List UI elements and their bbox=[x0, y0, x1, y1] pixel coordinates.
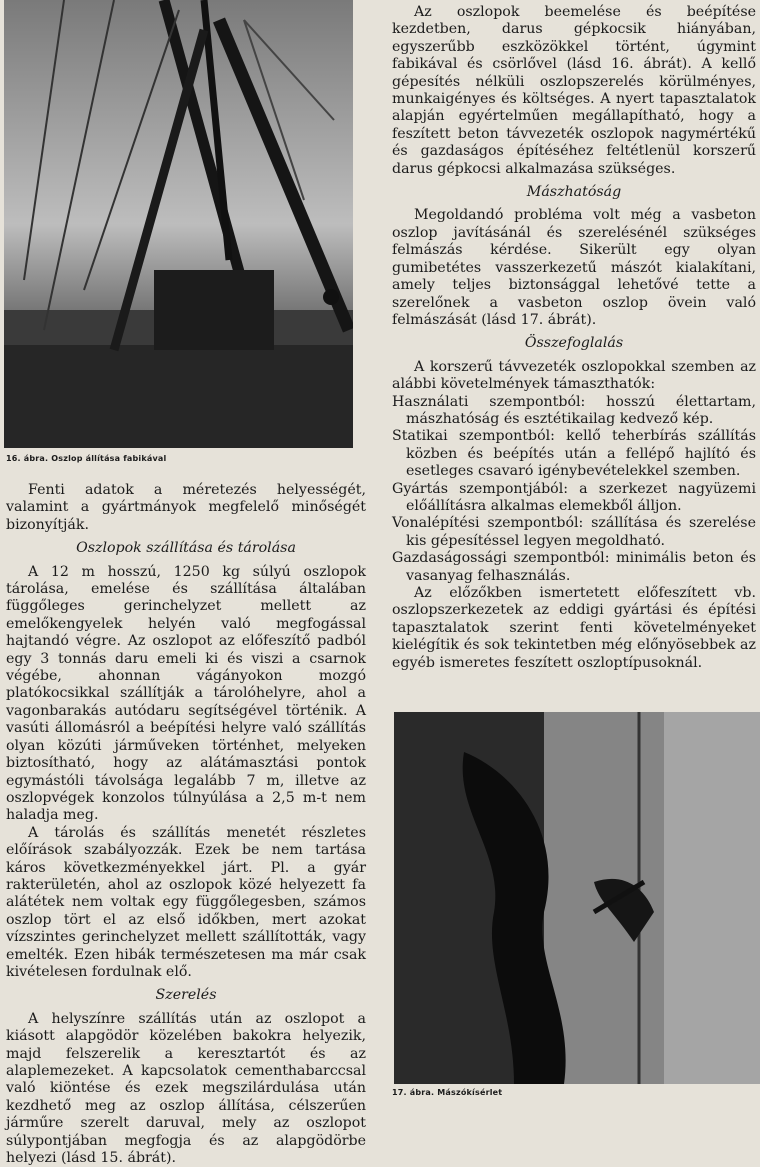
heading-transport: Oszlopok szállítása és tárolása bbox=[76, 540, 296, 557]
heading-summary: Összefoglalás bbox=[524, 335, 624, 352]
figure-17-photo bbox=[394, 712, 760, 1084]
paragraph-transport-1: A 12 m hosszú, 1250 kg súlyú oszlopok tárolása, emelése és szállítása általában függőleges gerinchelyzet mellett az emelőkengyelek helyén való megfogással hajtandó végre. Az oszlopot az előfeszítő padból egy 3 tonnás daru emeli ki és viszi a csarnok végébe, ahonnan vágányokon mozgó platókocsikkal szállítják a tárolóhelyre, ahol a vagonbarakás autódaru segítségével történik. A vasúti állomásról a beépítési helyre való szállítás olyan közúti járműveken történhet, melyeken biztosítható, hogy az alátámasztási pontok egymástóli távolsága legalább 7 m, illetve az oszlopvégek konzolos túlnyúlása a 2,5 m-t nem haladja meg. bbox=[6, 563, 366, 824]
heading-assembly: Szerelés bbox=[155, 987, 217, 1004]
heading-climbability: Mászhatóság bbox=[526, 184, 622, 201]
requirement-item: Gazdaságossági szempontból: minimális beton és vasanyag felhasználás. bbox=[392, 550, 756, 584]
paragraph-climbability: Megoldandó probléma volt még a vasbeton oszlop javításánál és szerelésénél szükséges felmászás kérdése. Sikerült egy olyan gumibetétes vasszerkezetű mászót kialakítani, amely teljes biztonsággal lehetővé tette a szerelőnek a vasbeton oszlop övein való felmászását (lásd 17. ábrát). bbox=[392, 207, 756, 328]
paragraph-installation: Az oszlopok beemelése és beépítése kezdetben, darus gépkocsik hiányában, egyszerűbb eszközökkel történt, úgymint fabikával és csörlővel (lásd 16. ábrát). A kellő gépesítés nélküli oszlopszerelés körülményes, munkaigényes és költséges. A nyert tapasztalatok alapján egyértelműen megállapítható, hogy a feszített beton távvezeték oszlopok nagymértékű és gazdaságos építéséhez feltétlenül korszerű darus gépkocsi alkalmazása szükséges. bbox=[392, 4, 756, 177]
requirement-item: Vonalépítési szempontból: szállítása és szerelése kis gépesítéssel legyen megoldható. bbox=[392, 515, 756, 549]
figure-16-photo bbox=[4, 0, 353, 448]
left-column-text bbox=[6, 482, 366, 1167]
climbing-test-illustration bbox=[394, 712, 760, 1084]
figure-16-caption: 16. ábra. Oszlop állítása fabikával bbox=[6, 454, 167, 463]
intro-paragraph: Fenti adatok a méretezés helyességét, valamint a gyártmányok megfelelő minőségét bizonyítják. bbox=[6, 482, 366, 533]
paragraph-summary-intro: A korszerű távvezeték oszlopokkal szemben az alábbi követelmények támaszthatók: bbox=[392, 358, 756, 393]
paragraph-assembly: A helyszínre szállítás után az oszlopot a kiásott alapgödör közelében bakokra helyezik, majd felszerelik a keresztartót és az alaplemezeket. A kapcsolatok cementhabarccsal való kiöntése és ezek megszilárdulása után kezdhető meg az oszlop állítása, célszerűen járműre szerelt daruval, mely az oszlopot súlypontjában megfogja és az alapgödörbe helyezi (lásd 15. ábrát). bbox=[6, 1010, 366, 1167]
right-column-text bbox=[392, 4, 756, 672]
figure-17-caption: 17. ábra. Mászókísérlet bbox=[392, 1088, 503, 1097]
requirement-item: Statikai szempontból: kellő teherbírás szállítás közben és beépítés után a fellépő hajlító és esetleges csavaró igénybevételekkel szemben. bbox=[392, 428, 756, 480]
requirement-item: Használati szempontból: hosszú élettartam, mászhatóság és esztétikailag kedvező kép. bbox=[392, 393, 756, 427]
paragraph-conclusion: Az előzőkben ismertetett előfeszített vb. oszlopszerkezetek az eddigi gyártási és építési tapasztalatok szerint fenti követelményeket kielégítik és sok tekintetben még előnyösebbek az egyéb ismeretes feszített oszloptípusoknál. bbox=[392, 585, 756, 671]
requirement-item: Gyártás szempontjából: a szerkezet nagyüzemi előállításra alkalmas elemekből álljon. bbox=[392, 480, 756, 514]
paragraph-transport-2: A tárolás és szállítás menetét részletes előírások szabályozzák. Ezek be nem tartása káros következményekkel járt. Pl. a gyár rakterületén, ahol az oszlopok közé helyezett fa alátétek nem voltak egy függőlegesben, számos oszlop tört el az első időkben, mert azokat vízszintes gerinchelyzet mellett szállították, vagy emelték. Ezen hibák természetesen ma már csak kivételesen fordulnak elő. bbox=[6, 824, 366, 980]
gin-pole-illustration bbox=[4, 0, 353, 448]
